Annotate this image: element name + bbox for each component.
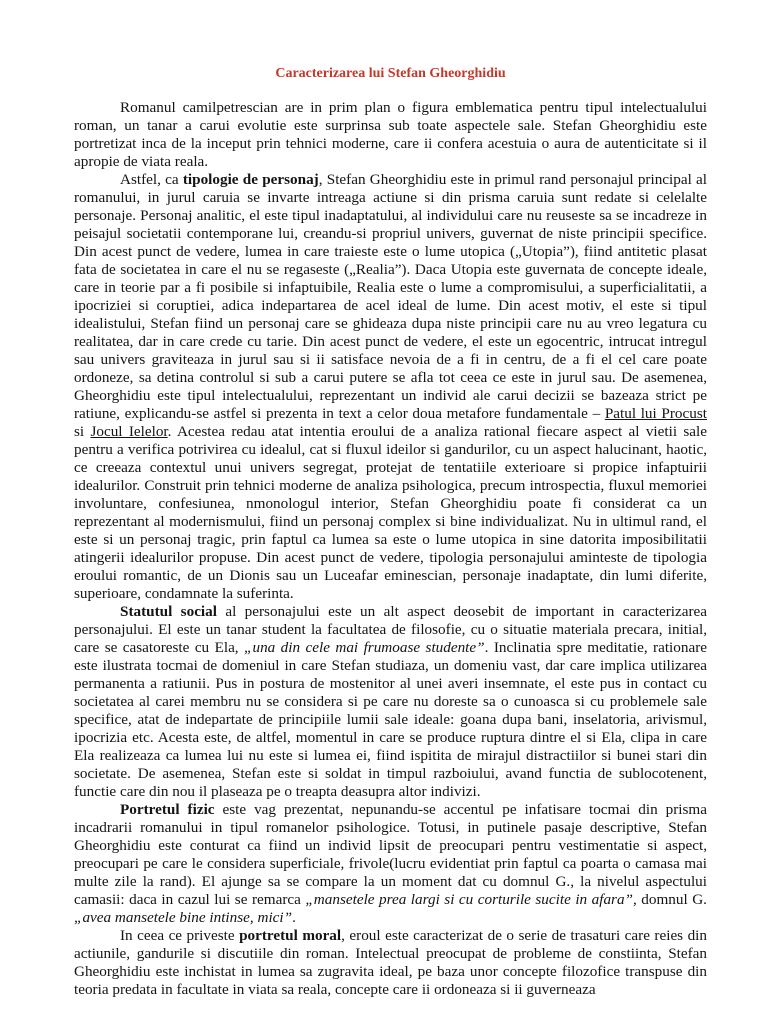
physical-portrait-text-1: este vag prezentat, nepunandu-se accentul pe infatisare tocmai din prisma incadrarii romanului in tipul romanelor psihologice. Totusi, in putinele pasaje descriptive, Stefan Gheorghidiu este conturat ca fiind un individ lipsit de preocupari pentru vestimentatie si aspect, preocupari pe care le considera superficiale, frivole(lucru evidentiat prin faptul ca poarta o camasa mai multe zile la rand). El ajunge sa se compare la un moment dat cu domnul G., la nivelul aspectului camasii: daca in cazul lui se remarca: [74, 801, 707, 908]
paragraph-intro: [74, 99, 707, 171]
paragraph-moral-portrait: [74, 927, 707, 999]
document-body: [74, 99, 707, 999]
typology-heading: tipologie de personaj: [182, 171, 319, 188]
social-status-text-2: . Inclinatia spre meditatie, rationare este ilustrata tocmai de domeniul in care Stefan studiaza, un domeniu vast, dar care implica utilizarea permanenta a ratiunii. Pus in postura de mostenitor al unei averi insemnate, el este pus in contact cu societatea al carei membru nu se considera si pe care nu doreste sa o cunoasca si cu problemele sale specifice, atat de indepartate de principiile lumii sale ideale: goana dupa bani, inselatoria, arivismul, ipocrizia etc. Acesta este, de altfel, momentul in care se produce ruptura dintre el si Ela, clipa in care Ela realizeaza ca lumea lui nu este si lumea ei, fiind ispitita de mirajul distractiilor si bunei stari din societate. De asemenea, Stefan este si soldat in timpul razboiului, avand functia de sublocotenent, functie care din nou il plaseaza pe o treapta deasupra altor indivizi.: [74, 639, 707, 800]
moral-portrait-text-2: , eroul este caracterizat de o serie de trasaturi care reies din actiunile, gandurile si discutiile din roman. Intelectual preocupat de probleme de constiinta, Stefan Gheorghidiu este inchistat in lumea sa zugravita ideal, pe baza unor concepte filozofice transpuse din teoria predata in facultate in viata sa reala, concepte care ii ordoneaza si ii guverneaza: [74, 927, 707, 998]
metaphor-patul-lui-procust: Patul lui Procust: [604, 405, 707, 422]
social-status-heading: Statutul social: [120, 603, 217, 620]
typology-text-2: , Stefan Gheorghidiu este in primul rand personajul principal al romanului, in jurul caruia se invarte intreaga actiune si din prisma caruia sunt redate si celelalte personaje. Personaj analitic, el este tipul inadaptatului, al individului care nu reuseste sa se incadreze in peisajul societatii contemporane lui, creandu-si propriul univers, guvernat de niste principii specifice. Din acest punct de vedere, lumea in care traieste este o lume utopica („Utopia”), fiind antitetic plasat fata de societatea in care el nu se regaseste („Realia”). Daca Utopia este guvernata de concepte ideale, care in teorie par a fi posibile si infaptuibile, Realia este o lume a compromisului, a superficialitatii, a ipocriziei si coruptiei, adica indepartarea de acel ideal de lume. Din acest motiv, el este si tipul idealistului, Stefan fiind un personaj care se ghideaza dupa niste principii care nu au vreo legatura cu realitatea, dar in care crede cu tarie. Din acest punct de vedere, el este un egocentric, intrucat intregul sau univers graviteaza in jurul sau si ii satisface nevoia de a fi in centru, de a fi el cel care poate ordoneze, sa detina controlul si sub a carui putere se afla tot ceea ce este in jurul sau. De asemenea, Gheorghidiu este tipul intelectualului, reprezentant un individ ale carui decizii se bazeaza strict pe ratiune, explicandu-se astfel si prezenta in text a celor doua metafore fundamentale –: [74, 171, 708, 422]
social-status-quote: „una din cele mai frumoase studente”: [244, 639, 485, 656]
physical-portrait-text-2: , domnul G.: [633, 891, 707, 908]
social-status-text-1: al personajului este un alt aspect deosebit de important in caracterizarea personajului. El este un tanar student la facultatea de filosofie, cu o situatie materiala precara, initial, care se casatoreste cu Ela,: [74, 603, 707, 656]
typology-text-1: Astfel, ca: [120, 171, 183, 188]
physical-portrait-heading: Portretul fizic: [120, 801, 215, 818]
paragraph-physical-portrait: [74, 801, 707, 927]
metaphor-jocul-ielelor: Jocul Ielelor: [90, 423, 168, 440]
paragraph-typology: [74, 171, 707, 603]
document-title: Caracterizarea lui Stefan Gheorghidiu: [275, 66, 506, 81]
paragraph-social-status: [74, 603, 707, 801]
moral-portrait-heading: portretul moral: [239, 927, 342, 944]
physical-portrait-text-3: .: [292, 909, 296, 926]
typology-text-4: . Acestea redau atat intentia eroului de a analiza rational fiecare aspect al vietii sale pentru a verifica potrivirea cu idealul, cat si fluxul ideilor si gandurilor, cu un aspect halucinant, haotic, ce creeaza contextul unui univers segregat, protejat de tentatiile exterioare si propice infaptuirii idealurilor. Construit prin tehnici moderne de analiza psihologica, precum introspectia, fluxul memoriei involuntare, confesiunea, nmonologul interior, Stefan Gheorghidiu poate fi considerat ca un reprezentant al modernismului, fiind un personaj complex si bine individualizat. Nu in ultimul rand, el este si un personaj tragic, prin faptul ca lumea sa este o lume utopica in sine datorita imposibilitatii atingerii idealurilor propuse. Din acest punct de vedere, tipologia personajului aminteste de tipologia eroului romantic, de un Dionis sau un Luceafar eminescian, personaje inadaptate, din lumi diferite, superioare, condamnate la suferinta.: [74, 423, 707, 602]
typology-text-3: si: [74, 423, 91, 440]
physical-portrait-quote-1: „mansetele prea largi si cu corturile sucite in afara”: [305, 891, 633, 908]
paragraph-intro-text: Romanul camilpetrescian are in prim plan o figura emblematica pentru tipul intelectualului roman, un tanar a carui evolutie este surprinsa sub toate aspectele sale. Stefan Gheorghidiu este portretizat inca de la inceput prin tehnici moderne, care ii confera acestuia o aura de autenticitate si il apropie de viata reala.: [74, 99, 707, 170]
physical-portrait-quote-2: „avea mansetele bine intinse, mici”: [74, 909, 293, 926]
moral-portrait-text-1: In ceea ce priveste: [120, 927, 240, 944]
